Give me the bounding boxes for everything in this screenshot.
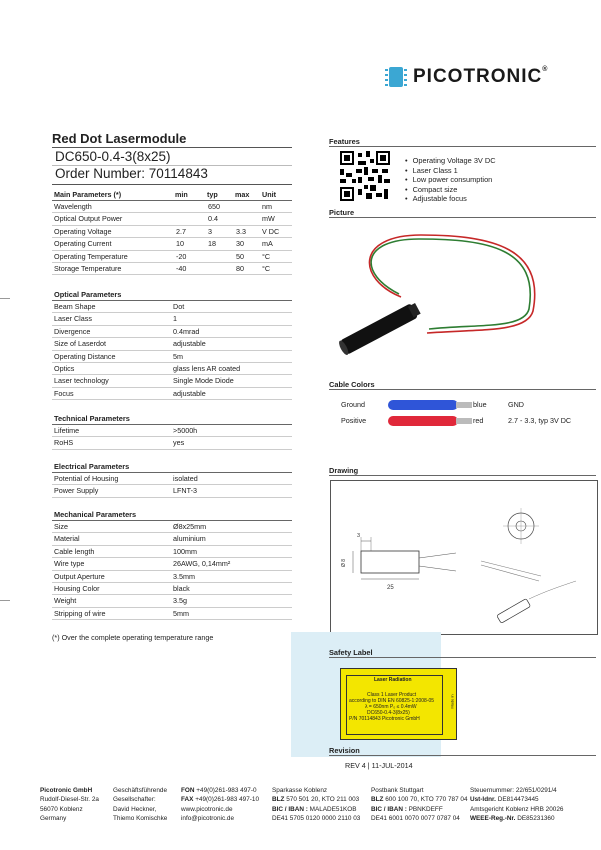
mechanical-param-name: Material: [54, 534, 80, 544]
label-side-text: Made in: [449, 694, 455, 709]
product-photo: [329, 219, 596, 374]
technical-param-name: Lifetime: [54, 426, 80, 435]
technical-param-name: RoHS: [54, 438, 74, 448]
technical-param-value: yes: [173, 438, 185, 448]
footer-management: Geschäftsführende Gesellschafter: David Heckner, Thiemo Komischke: [113, 787, 168, 822]
safety-label-title: Safety Label: [329, 648, 373, 657]
mechanical-param-name: Cable length: [54, 546, 95, 556]
feature-item: • Compact size: [405, 185, 496, 195]
product-title: Red Dot Lasermodule: [52, 131, 187, 146]
mechanical-param-value: 5mm: [173, 608, 189, 618]
mechanical-param-name: Size: [54, 522, 68, 531]
label-line: Class 1 Laser Product: [367, 692, 417, 698]
optical-param-value: glass lens AR coated: [173, 364, 241, 373]
dim-diameter: Ø 8: [341, 558, 347, 567]
main-params-cell: °C: [262, 251, 271, 261]
revision-title: Revision: [329, 746, 360, 755]
optical-params-title: Optical Parameters: [54, 290, 122, 299]
logo-chip-icon: [385, 65, 407, 89]
mechanical-param-value: 100mm: [173, 546, 197, 556]
main-params-cell: V DC: [262, 226, 280, 236]
electrical-param-name: Power Supply: [54, 486, 99, 496]
red-wire-icon: [388, 415, 473, 427]
brand-name: PICOTRONIC®: [413, 66, 549, 87]
optical-param-name: Operating Distance: [54, 351, 116, 361]
footer-company: Picotronic GmbH Rudolf-Diesel-Str. 2a 56070 Koblenz Germany: [40, 787, 99, 822]
main-params-cell: 650: [208, 202, 220, 211]
revision-text: REV 4 | 11-JUL-2014: [345, 761, 413, 770]
cable-ground-name: Ground: [341, 400, 365, 409]
electrical-params-title: Electrical Parameters: [54, 462, 130, 471]
optical-param-name: Focus: [54, 388, 74, 398]
cable-ground-color: blue: [473, 400, 487, 409]
footer-contact: FON +49(0)261-983 497-0 FAX +49(0)261-983 497-10 www.picotronic.de info@picotronic.de: [181, 787, 259, 822]
mechanical-param-name: Wire type: [54, 559, 85, 569]
qr-code-icon: [340, 151, 390, 201]
footer-bank2: Postbank Stuttgart BLZ 600 100 70, KTO 770 787 04 BIC / IBAN : PBNKDEFF DE41 6001 0070 0077 0787 04: [371, 787, 468, 822]
brand-logo: [385, 62, 555, 92]
main-params-cell: 0.4: [208, 214, 218, 224]
mechanical-param-value: 3.5mm: [173, 571, 195, 581]
main-params-cell: 3.3: [236, 226, 246, 236]
main-params-cell: Operating Current: [54, 239, 112, 249]
mechanical-param-value: 3.5g: [173, 596, 187, 606]
website-link[interactable]: www.picotronic.de: [181, 805, 233, 813]
feature-item: • Laser Class 1: [405, 166, 496, 176]
main-params-cell: mW: [262, 214, 275, 224]
main-params-header: min: [175, 190, 188, 199]
main-params-cell: 80: [236, 264, 244, 273]
email-link[interactable]: info@picotronic.de: [181, 814, 235, 822]
order-number: Order Number: 70114843: [55, 166, 208, 181]
technical-params-title: Technical Parameters: [54, 414, 130, 423]
feature-item: • Adjustable focus: [405, 194, 496, 204]
main-params-cell: °C: [262, 264, 271, 273]
features-list: [405, 156, 496, 204]
electrical-param-name: Potential of Housing: [54, 474, 119, 483]
optical-param-name: Optics: [54, 364, 75, 373]
optical-param-name: Size of Laserdot: [54, 339, 106, 349]
dim-aperture: 3: [357, 533, 361, 539]
main-params-cell: Operating Voltage: [54, 226, 112, 236]
label-line: λ = 650nm P₀ ≤ 0.4mW: [365, 704, 417, 710]
main-params-cell: Optical Output Power: [54, 214, 123, 224]
picture-title: Picture: [329, 208, 355, 217]
footnote: (*) Over the complete operating temperature range: [52, 633, 214, 642]
optical-param-value: 1: [173, 314, 177, 324]
main-params-cell: 50: [236, 251, 244, 261]
main-params-cell: -20: [176, 251, 187, 261]
main-params-cell: mA: [262, 239, 273, 249]
margin-tick: [0, 600, 10, 601]
feature-item: • Low power consumption: [405, 175, 496, 185]
optical-param-value: 0.4mrad: [173, 326, 200, 336]
optical-param-value: Single Mode Diode: [173, 376, 234, 386]
mechanical-param-value: aluminium: [173, 534, 206, 544]
product-model: DC650-0.4-3(8x25): [55, 149, 171, 164]
features-title: Features: [329, 137, 360, 146]
laser-safety-label: [340, 668, 457, 740]
mechanical-param-name: Output Aperture: [54, 571, 105, 581]
mechanical-param-name: Weight: [54, 596, 77, 606]
label-line: according to DIN EN 60825-1:2008-05: [349, 698, 435, 704]
optical-param-value: adjustable: [173, 339, 206, 349]
main-params-cell: Storage Temperature: [54, 264, 122, 273]
main-params-cell: nm: [262, 202, 272, 211]
main-params-cell: Wavelength: [54, 202, 92, 211]
optical-param-name: Laser Class: [54, 314, 92, 324]
optical-param-value: 5m: [173, 351, 183, 361]
optical-param-name: Divergence: [54, 326, 91, 336]
cable-positive-color: red: [473, 416, 484, 425]
cable-positive-name: Positive: [341, 416, 367, 425]
mechanical-param-value: 26AWG, 0,14mm²: [173, 559, 231, 569]
main-params-header: typ: [207, 190, 218, 199]
technical-drawing: [330, 480, 598, 635]
main-params-header: max: [235, 190, 250, 199]
label-line: P/N 70114843 Picotronic GmbH: [349, 716, 420, 722]
technical-param-value: >5000h: [173, 426, 198, 435]
cable-positive-desc: 2.7 - 3.3, typ 3V DC: [508, 416, 572, 425]
footer-legal: Steuernummer: 22/651/0291/4 Ust-Idnr. DE814473445 Amtsgericht Koblenz HRB 20026 WEEE-Reg.-Nr. DE85231360: [470, 787, 564, 822]
main-params-cell: 10: [176, 239, 184, 249]
mechanical-param-name: Housing Color: [54, 584, 100, 593]
optical-param-value: adjustable: [173, 388, 206, 398]
margin-tick: [0, 298, 10, 299]
optical-param-value: Dot: [173, 302, 185, 311]
label-header: Laser Radiation: [374, 677, 412, 683]
main-params-cell: Operating Temperature: [54, 251, 128, 261]
main-params-cell: 3: [208, 226, 212, 236]
feature-item: • Operating Voltage 3V DC: [405, 156, 496, 166]
main-params-cell: 18: [208, 239, 216, 249]
dim-length: 25: [387, 585, 394, 591]
electrical-param-value: LFNT-3: [173, 486, 197, 496]
main-params-header: Unit: [262, 190, 276, 199]
blue-wire-icon: [388, 399, 473, 411]
main-params-cell: 30: [236, 239, 244, 249]
footer-bank1: Sparkasse Koblenz BLZ 570 501 20, KTO 211 003 BIC / IBAN : MALADE51KOB DE41 5705 0120 0000 2110 03: [272, 787, 361, 822]
mechanical-param-value: Ø8x25mm: [173, 522, 207, 531]
optical-param-name: Laser technology: [54, 376, 109, 386]
main-params-header: Main Parameters (*): [54, 190, 122, 199]
cable-colors-title: Cable Colors: [329, 380, 375, 389]
mechanical-params-title: Mechanical Parameters: [54, 510, 137, 519]
electrical-param-value: isolated: [173, 474, 198, 483]
optical-param-name: Beam Shape: [54, 302, 96, 311]
drawing-title: Drawing: [329, 466, 359, 475]
main-params-cell: 2.7: [176, 226, 186, 236]
main-params-cell: -40: [176, 264, 187, 273]
label-line: DC650-0.4-3(8x25): [367, 710, 410, 716]
mechanical-param-value: black: [173, 584, 190, 593]
cable-ground-desc: GND: [508, 400, 524, 409]
mechanical-param-name: Stripping of wire: [54, 608, 106, 618]
